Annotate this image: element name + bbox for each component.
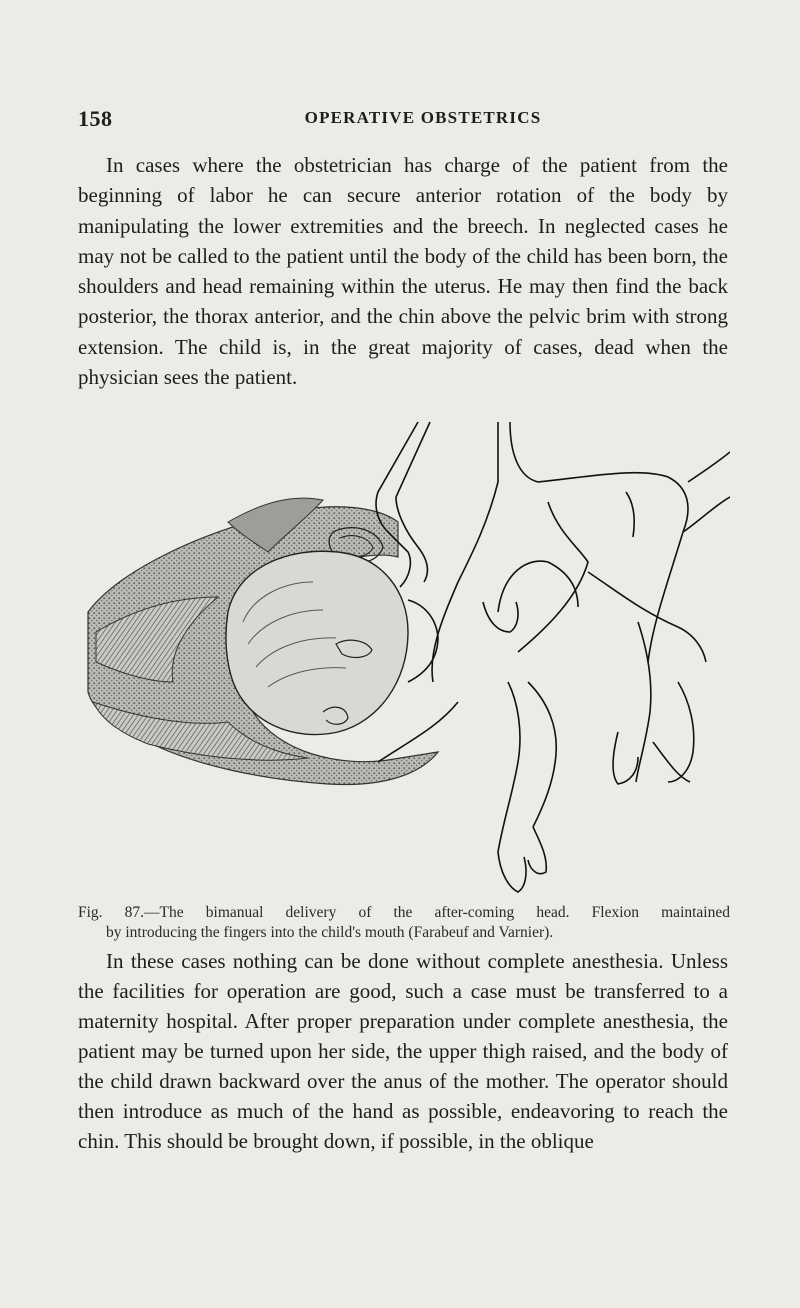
- paragraph-1: In cases where the obstetrician has charge of the patient from the beginning of labor he can secure anterior rotation of the body by manipulating the lower extremities and the breech. In neglected cases he may not be called to the patient until the body of the child has been born, the shoulders and head remaining within the uterus. He may then find the back posterior, the thorax anterior, and the chin above the pelvic brim with strong extension. The child is, in the great majority of cases, dead when the physician sees the patient.: [78, 153, 728, 390]
- figure-caption: [78, 903, 730, 943]
- figure-87-illustration: [78, 382, 730, 902]
- operator-upper-hand: [376, 422, 430, 587]
- obstetric-illustration: [78, 382, 730, 902]
- paragraph-2: In these cases nothing can be done without complete anesthesia. Unless the facilities for operation are good, such a case must be transferred to a maternity hospital. After proper preparation under complete anesthesia, the patient may be turned upon her side, the upper thigh raised, and the body of the child drawn backward over the anus of the mother. The operator should then introduce as much of the hand as possible, endeavoring to reach the chin. This should be brought down, if possible, in the oblique: [78, 949, 728, 1153]
- running-title: OPERATIVE OBSTETRICS: [304, 108, 542, 127]
- child-body: [432, 422, 730, 892]
- caption-line-1: Fig. 87.—The bimanual delivery of the after-coming head. Flexion maintained: [78, 904, 730, 921]
- caption-line-2: by introducing the fingers into the child's mouth (Farabeuf and Varnier).: [106, 924, 554, 941]
- page-header: [78, 106, 728, 136]
- page-number: 158: [78, 106, 113, 131]
- fetal-head: [226, 551, 408, 734]
